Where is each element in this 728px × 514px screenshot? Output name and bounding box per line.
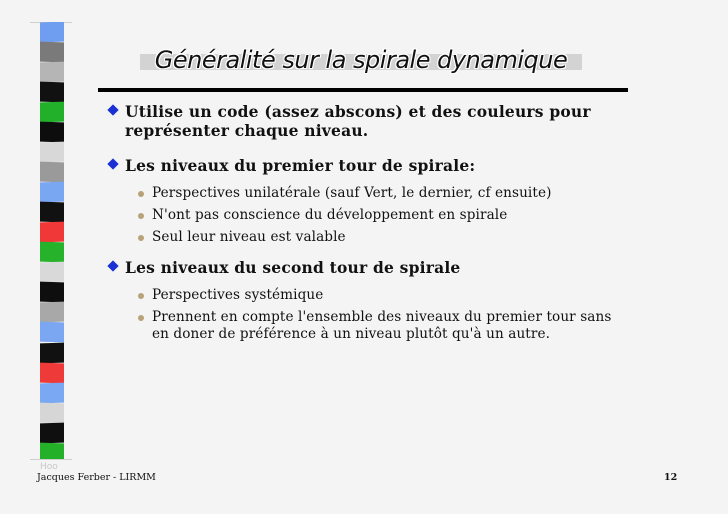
bullet-text: Les niveaux du premier tour de spirale: [125, 156, 476, 175]
stripe-segment [40, 262, 64, 283]
sub-bullet-item [108, 287, 668, 304]
stripe-segment [40, 202, 64, 223]
stripe-segment [40, 22, 64, 42]
round-bullet-icon [138, 235, 144, 241]
title-block [140, 46, 582, 72]
bullet-item [108, 102, 668, 140]
sub-bullet-text: Perspectives systémique [152, 287, 324, 303]
sub-bullet-item [108, 207, 668, 224]
round-bullet-icon [138, 213, 144, 219]
sub-bullet-item [108, 185, 668, 202]
faint-mark: Hoo [40, 462, 58, 472]
slide-title: Généralité sur la spirale dynamique [154, 46, 568, 74]
stripe-segment [40, 62, 64, 83]
bullet-text: Utilise un code (assez abscons) et des couleurs pour représenter chaque niveau. [125, 102, 591, 140]
sub-bullet-text: Prennent en compte l'ensemble des niveaux du premier tour sans en doner de préférence à un niveau plutôt qu'à un autre. [152, 309, 612, 342]
stripe-segment [40, 182, 64, 203]
round-bullet-icon [138, 191, 144, 197]
stripe-segment [40, 282, 64, 303]
stripe-segment [40, 382, 64, 403]
stripe-segment [40, 222, 64, 243]
stripe-segment [40, 322, 64, 343]
slide-content [108, 102, 668, 343]
decorative-color-stripe [40, 22, 64, 460]
blue-diamond-bullet-icon [107, 260, 118, 271]
sub-bullet-text: Seul leur niveau est valable [152, 229, 346, 245]
round-bullet-icon [138, 293, 144, 299]
page-number: 12 [664, 472, 678, 483]
stripe-segment [40, 422, 64, 443]
stripe-segment [40, 442, 64, 460]
sub-bullet-text: N'ont pas conscience du développement en spirale [152, 207, 508, 223]
stripe-segment [40, 362, 64, 383]
sub-bullet-item [108, 229, 668, 246]
stripe-segment [40, 162, 64, 183]
stripe-segment [40, 402, 64, 423]
stripe-segment [40, 242, 64, 263]
stripe-segment [40, 102, 64, 123]
stripe-segment [40, 42, 64, 63]
blue-diamond-bullet-icon [107, 158, 118, 169]
stripe-segment [40, 302, 64, 323]
sub-bullet-text: Perspectives unilatérale (sauf Vert, le dernier, cf ensuite) [152, 185, 552, 201]
stripe-segment [40, 142, 64, 163]
stripe-segment [40, 122, 64, 143]
footer-author: Jacques Ferber - LIRMM [37, 472, 156, 483]
blue-diamond-bullet-icon [107, 104, 118, 115]
stripe-segment [40, 342, 64, 363]
round-bullet-icon [138, 315, 144, 321]
stripe-segment [40, 82, 64, 103]
sub-bullet-item [108, 309, 632, 343]
bullet-text: Les niveaux du second tour de spirale [125, 258, 461, 277]
bullet-item [108, 258, 668, 277]
stripe-bottom-line [30, 459, 72, 460]
title-rule [98, 88, 628, 92]
bullet-item [108, 156, 668, 175]
